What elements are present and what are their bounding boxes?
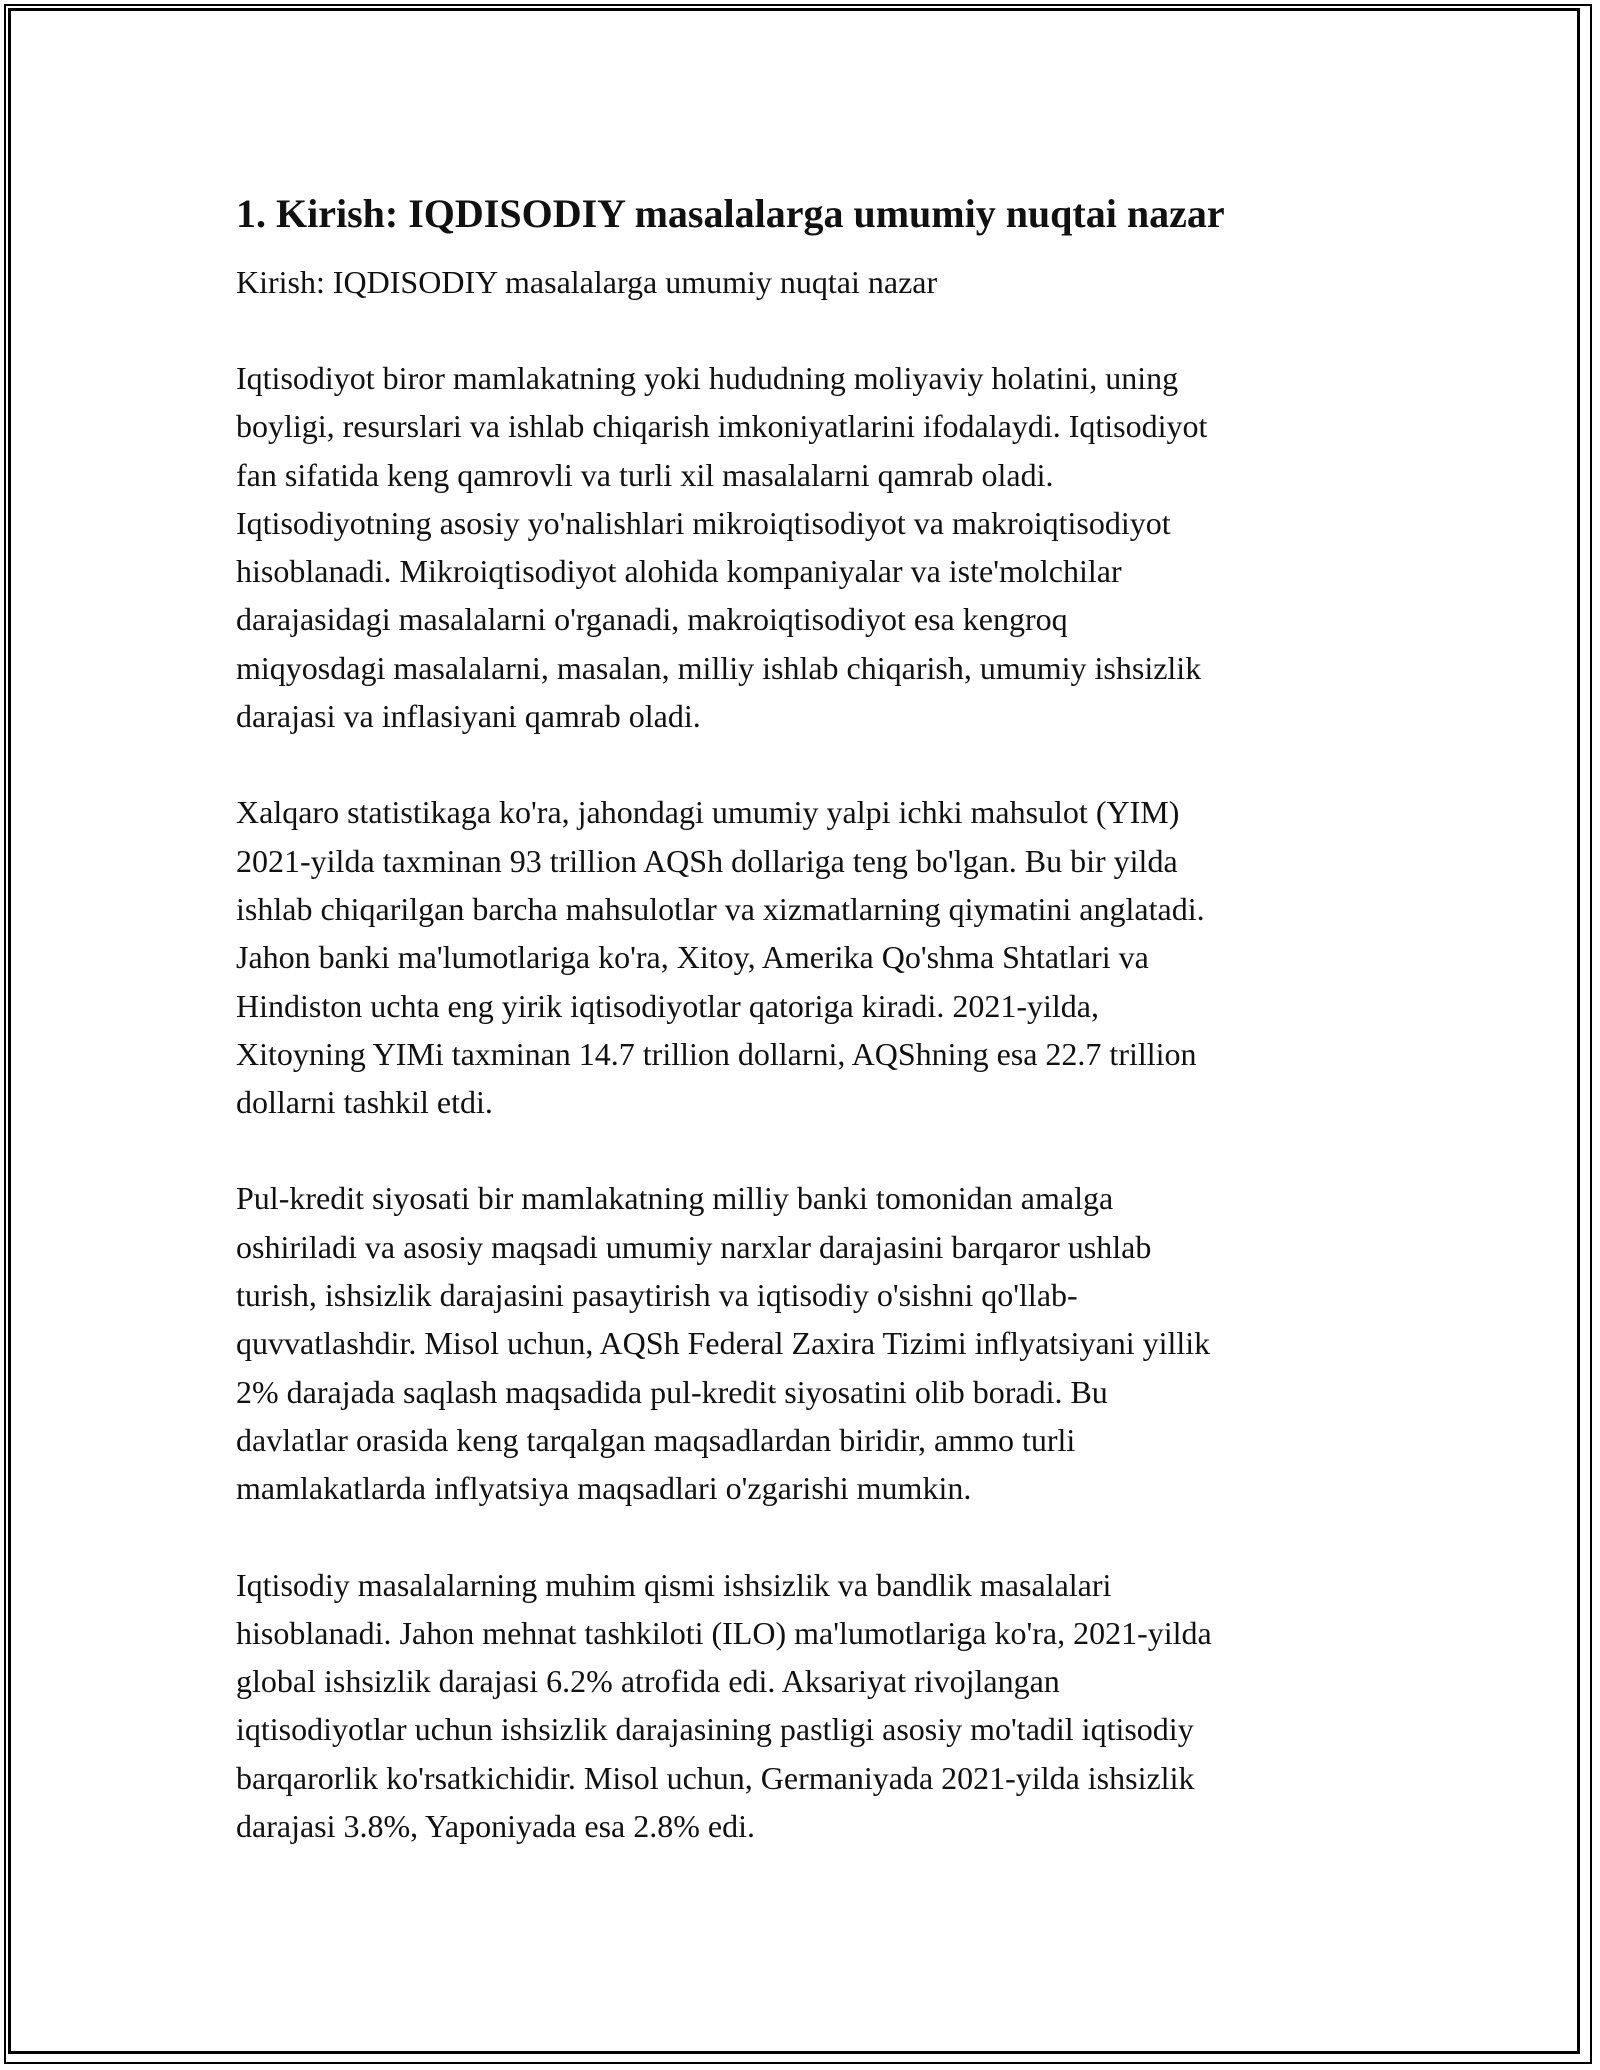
paragraph-line: 2021-yilda taxminan 93 trillion AQSh dollariga teng bo'lgan. Bu bir yilda xyxy=(236,842,1178,879)
paragraph-line: global ishsizlik darajasi 6.2% atrofida edi. Aksariyat rivojlangan xyxy=(236,1663,1060,1700)
body-paragraph xyxy=(236,1174,1366,1512)
paragraph-line: Iqtisodiyot biror mamlakatning yoki hududning moliyaviy holatini, uning xyxy=(236,360,1179,396)
paragraph-list xyxy=(236,354,1366,1850)
body-paragraph xyxy=(236,1561,1366,1851)
paragraph-line: miqyosdagi masalalarni, masalan, milliy ishlab chiqarish, umumiy ishsizlik xyxy=(236,649,1202,686)
paragraph-line: hisoblanadi. Jahon mehnat tashkiloti (ILO) ma'lumotlariga ko'ra, 2021-yilda xyxy=(236,1614,1212,1651)
paragraph-line: mamlakatlarda inflyatsiya maqsadlari o'zgarishi mumkin. xyxy=(236,1470,972,1507)
paragraph-line: Iqtisodiyotning asosiy yo'nalishlari mikroiqtisodiyot va makroiqtisodiyot xyxy=(236,504,1171,541)
paragraph-line: Jahon banki ma'lumotlariga ko'ra, Xitoy, Amerika Qo'shma Shtatlari va xyxy=(236,939,1149,976)
paragraph-line: Hindiston uchta eng yirik iqtisodiyotlar qatoriga kiradi. 2021-yilda, xyxy=(236,987,1099,1024)
paragraph-line: turish, ishsizlik darajasini pasaytirish va iqtisodiy o'sishni qo'llab- xyxy=(236,1277,1078,1314)
paragraph-line: quvvatlashdir. Misol uchun, AQSh Federal Zaxira Tizimi inflyatsiyani yillik xyxy=(236,1325,1211,1362)
paragraph-line: hisoblanadi. Mikroiqtisodiyot alohida kompaniyalar va iste'molchilar xyxy=(236,553,1122,590)
paragraph-line: darajasidagi masalalarni o'rganadi, makroiqtisodiyot esa kengroq xyxy=(236,601,1068,638)
paragraph-line: dollarni tashkil etdi. xyxy=(236,1084,493,1121)
section-heading: 1. Kirish: IQDISODIY masalalarga umumiy nuqtai nazar xyxy=(236,191,1225,236)
body-paragraph xyxy=(236,788,1366,1126)
paragraph-line: davlatlar orasida keng tarqalgan maqsadlardan biridir, ammo turli xyxy=(236,1421,1076,1458)
paragraph-line: Xalqaro statistikaga ko'ra, jahondagi umumiy yalpi ichki mahsulot (YIM) xyxy=(236,794,1180,831)
paragraph-line: iqtisodiyotlar uchun ishsizlik darajasining pastligi asosiy mo'tadil iqtisodiy xyxy=(236,1711,1194,1748)
paragraph-line: ishlab chiqarilgan barcha mahsulotlar va xizmatlarning qiymatini anglatadi. xyxy=(236,890,1205,927)
section-subtitle: Kirish: IQDISODIY masalalarga umumiy nuqtai nazar xyxy=(236,264,938,300)
paragraph-line: Iqtisodiy masalalarning muhim qismi ishsizlik va bandlik masalalari xyxy=(236,1566,1112,1603)
paragraph-line: darajasi va inflasiyani qamrab oladi. xyxy=(236,698,701,735)
paragraph-line: Xitoyning YIMi taxminan 14.7 trillion dollarni, AQShning esa 22.7 trillion xyxy=(236,1035,1197,1072)
paragraph-line: 2% darajada saqlash maqsadida pul-kredit siyosatini olib boradi. Bu xyxy=(236,1373,1108,1410)
paragraph-line: darajasi 3.8%, Yaponiyada esa 2.8% edi. xyxy=(236,1808,755,1845)
paragraph-line: boyligi, resurslari va ishlab chiqarish imkoniyatlarini ifodalaydi. Iqtisodiyot xyxy=(236,408,1208,445)
paragraph-line: barqarorlik ko'rsatkichidir. Misol uchun, Germaniyada 2021-yilda ishsizlik xyxy=(236,1759,1195,1796)
paragraph-line: Pul-kredit siyosati bir mamlakatning milliy banki tomonidan amalga xyxy=(236,1180,1114,1217)
body-paragraph xyxy=(236,354,1366,740)
paragraph-line: fan sifatida keng qamrovli va turli xil masalalarni qamrab oladi. xyxy=(236,456,1054,493)
paragraph-line: oshiriladi va asosiy maqsadi umumiy narxlar darajasini barqaror ushlab xyxy=(236,1228,1152,1265)
document-body xyxy=(236,188,1366,1850)
